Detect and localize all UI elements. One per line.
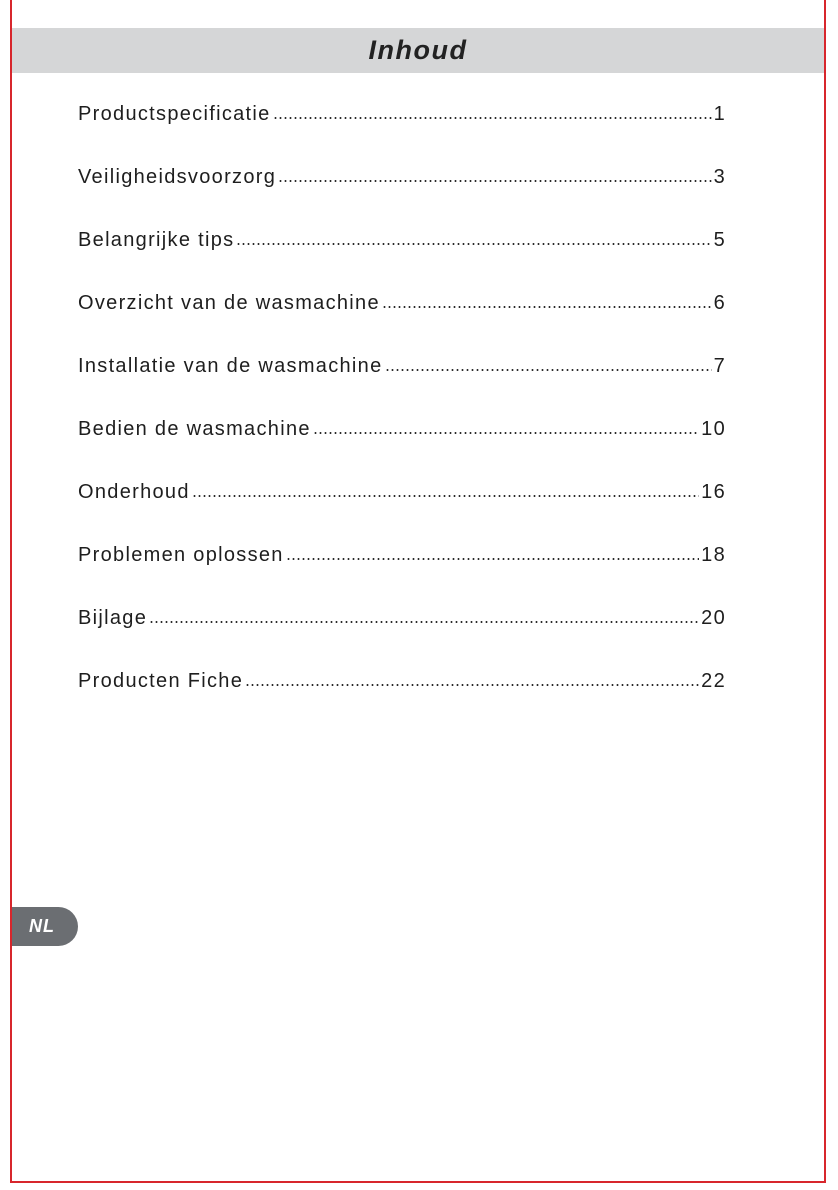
dot-leader	[313, 432, 699, 434]
toc-entry-label: Productspecificatie	[78, 103, 271, 125]
toc-entry[interactable]	[78, 670, 726, 733]
toc-entry-label: Bedien de wasmachine	[78, 418, 311, 440]
toc-entry[interactable]	[78, 355, 726, 418]
toc-entry-page: 20	[701, 607, 726, 629]
dot-leader	[382, 306, 712, 308]
toc-entry-page: 10	[701, 418, 726, 440]
title-bar	[12, 28, 824, 73]
toc-entry[interactable]	[78, 481, 726, 544]
dot-leader	[278, 180, 711, 182]
dot-leader	[192, 495, 699, 497]
toc-entry-label: Veiligheidsvoorzorg	[78, 166, 277, 188]
toc-entry-label: Belangrijke tips	[78, 229, 235, 251]
dot-leader	[286, 558, 699, 560]
toc-entry[interactable]	[78, 166, 726, 229]
toc-entry[interactable]	[78, 292, 726, 355]
toc-entry-label: Onderhoud	[78, 481, 190, 503]
dot-leader	[273, 117, 712, 119]
toc-entry[interactable]	[78, 607, 726, 670]
toc-entry-page: 5	[713, 229, 726, 251]
dot-leader	[245, 684, 699, 686]
dot-leader	[149, 621, 699, 623]
toc-entry-page: 16	[701, 481, 726, 503]
toc-entry-page: 7	[713, 355, 726, 377]
toc-entry-label: Installatie van de wasmachine	[78, 355, 383, 377]
toc-entry[interactable]	[78, 418, 726, 481]
toc-entry-label: Overzicht van de wasmachine	[78, 292, 380, 314]
toc-entry-label: Problemen oplossen	[78, 544, 284, 566]
language-tab	[12, 907, 78, 946]
toc-entry-page: 22	[701, 670, 726, 692]
toc-entry[interactable]	[78, 544, 726, 607]
toc-entry[interactable]	[78, 229, 726, 292]
dot-leader	[385, 369, 712, 371]
dot-leader	[236, 243, 711, 245]
toc-entry[interactable]	[78, 103, 726, 166]
toc-entry-page: 3	[713, 166, 726, 188]
language-label: NL	[29, 916, 55, 936]
toc-entry-page: 6	[713, 292, 726, 314]
toc-entry-page: 18	[701, 544, 726, 566]
toc-entry-label: Bijlage	[78, 607, 148, 629]
toc-entry-label: Producten Fiche	[78, 670, 244, 692]
page-title: Inhoud	[368, 35, 468, 65]
table-of-contents	[78, 103, 726, 733]
toc-entry-page: 1	[713, 103, 726, 125]
